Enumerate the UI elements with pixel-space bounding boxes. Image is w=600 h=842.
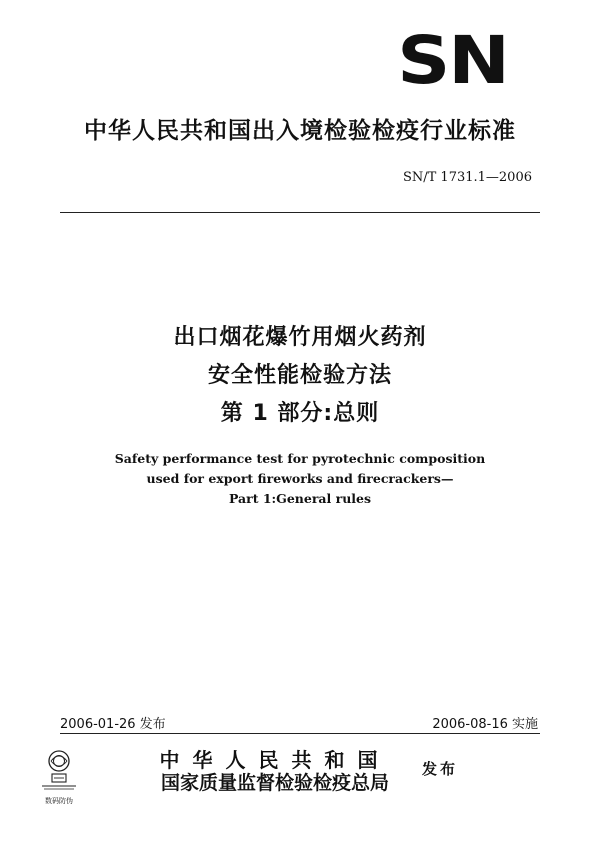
- issue-date: 2006-01-26 发布: [60, 717, 166, 732]
- english-title-line-2: used for export fireworks and firecrackers—: [146, 471, 454, 486]
- bottom-divider: [60, 733, 540, 734]
- implementation-date: 2006-08-16 实施: [432, 717, 538, 732]
- chinese-title-line-3: 第 1 部分:总则: [220, 401, 380, 426]
- standard-number: SN/T 1731.1—2006: [402, 170, 532, 185]
- top-divider: [60, 212, 540, 213]
- sn-logo: [368, 22, 508, 99]
- industry-standard-title: 中华人民共和国出入境检验检疫行业标准: [84, 118, 516, 144]
- sn-logo-text: SN: [397, 22, 508, 99]
- chinese-title-line-2: 安全性能检验方法: [207, 363, 392, 388]
- issuer-agency: 国家质量监督检验检疫总局: [160, 772, 389, 794]
- seal-caption: 数码防伪: [45, 797, 73, 805]
- issuer-label: 发布: [422, 760, 459, 778]
- issuer-country: 中华人民共和国: [159, 748, 391, 772]
- chinese-title-line-1: 出口烟花爆竹用烟火药剂: [173, 325, 427, 350]
- anti-counterfeit-seal-icon: [38, 748, 80, 792]
- english-title-line-1: Safety performance test for pyrotechnic composition: [114, 451, 486, 466]
- english-title-line-3: Part 1:General rules: [228, 491, 372, 506]
